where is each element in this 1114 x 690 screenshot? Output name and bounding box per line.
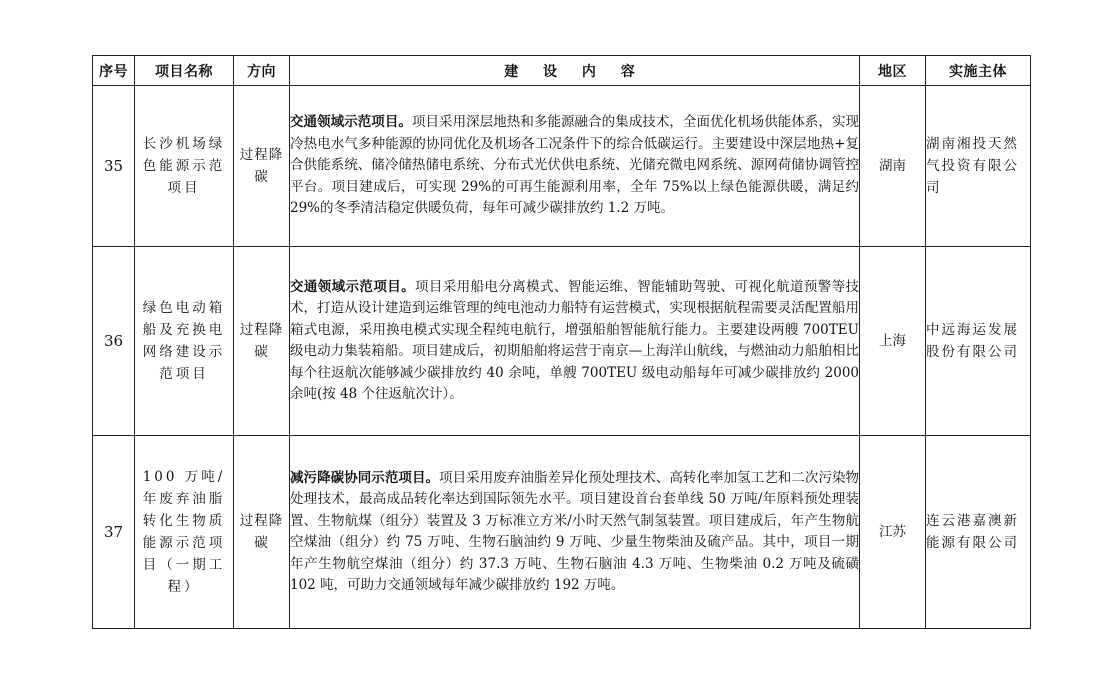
- row-num: 36: [93, 247, 135, 436]
- project-region: 江苏: [860, 436, 926, 629]
- project-name: 绿色电动箱船及充换电网络建设示范项目: [135, 247, 234, 436]
- header-num: 序号: [93, 56, 135, 86]
- project-direction: 过程降碳: [234, 436, 290, 629]
- header-org: 实施主体: [926, 56, 1031, 86]
- header-direction: 方向: [234, 56, 290, 86]
- project-content: [290, 247, 860, 436]
- content-body: 项目采用废弃油脂差异化预处理技术、高转化率加氢工艺和二次污染物处理技术，最高成品转化率达到国际领先水平。项目建设首台套单线 50 万吨/年原料预处理装置、生物航煤（组分）装置及 3 万标准立方米/小时天然气制氢装置。项目建成后，年产生物航空煤油（组分）约 75 万吨、生物石脑油约 9 万吨、少量生物柴油及硫产品。其中，项目一期年产生物航空煤油（组分）约 37.3 万吨、生物石脑油 4.3 万吨、生物柴油 0.2 万吨及硫磺 102 吨，可助力交通领域每年减少碳排放约 192 万吨。: [290, 469, 860, 593]
- project-org: 湖南湘投天然气投资有限公司: [926, 86, 1031, 247]
- project-name: 100 万吨/年废弃油脂转化生物质能源示范项目（一期工程）: [135, 436, 234, 629]
- table-row: [93, 247, 1031, 436]
- table-row: [93, 436, 1031, 629]
- project-content: [290, 86, 860, 247]
- content-lead: 交通领域示范项目。: [290, 278, 415, 295]
- project-region: 上海: [860, 247, 926, 436]
- content-lead: 交通领域示范项目。: [290, 114, 412, 131]
- project-name: 长沙机场绿色能源示范项目: [135, 86, 234, 247]
- content-body: 项目采用船电分离模式、智能运维、智能辅助驾驶、可视化航道预警等技术，打造从设计建造到运维管理的纯电池动力船特有运营模式，实现根据航程需要灵活配置船用箱式电源，采用换电模式实现全程纯电航行，增强船舶智能航行能力。主要建设两艘 700TEU 级电动力集装箱船。项目建成后，初期船舶将运营于南京—上海洋山航线，与燃油动力船舶相比每个往返航次能够减少碳排放约 40 余吨，单艘 700TEU 级电动船每年可减少碳排放约 2000 余吨(按 48 个往返航次计）。: [290, 278, 860, 402]
- content-body: 项目采用深层地热和多能源融合的集成技术，全面优化机场供能体系，实现冷热电水气多种能源的协同优化及机场各工况条件下的综合低碳运行。主要建设中深层地热+复合供能系统、储冷储热储电系统、分布式光伏供电系统、光储充微电网系统、源网荷储协调管控平台。项目建成后，可实现 29%的可再生能源利用率，全年 75%以上绿色能源供暖，满足约 29%的冬季清洁稳定供暖负荷，每年可减少碳排放约 1.2 万吨。: [290, 114, 860, 217]
- project-org: 中远海运发展股份有限公司: [926, 247, 1031, 436]
- project-region: 湖南: [860, 86, 926, 247]
- project-direction: 过程降碳: [234, 247, 290, 436]
- row-num: 37: [93, 436, 135, 629]
- projects-table: [92, 55, 1031, 629]
- row-num: 35: [93, 86, 135, 247]
- project-direction: 过程降碳: [234, 86, 290, 247]
- content-lead: 减污降碳协同示范项目。: [290, 469, 440, 486]
- project-org: 连云港嘉澳新能源有限公司: [926, 436, 1031, 629]
- project-content: [290, 436, 860, 629]
- header-name: 项目名称: [135, 56, 234, 86]
- header-region: 地区: [860, 56, 926, 86]
- header-row: [93, 56, 1031, 86]
- header-content: 建 设 内 容: [290, 56, 860, 86]
- table-row: [93, 86, 1031, 247]
